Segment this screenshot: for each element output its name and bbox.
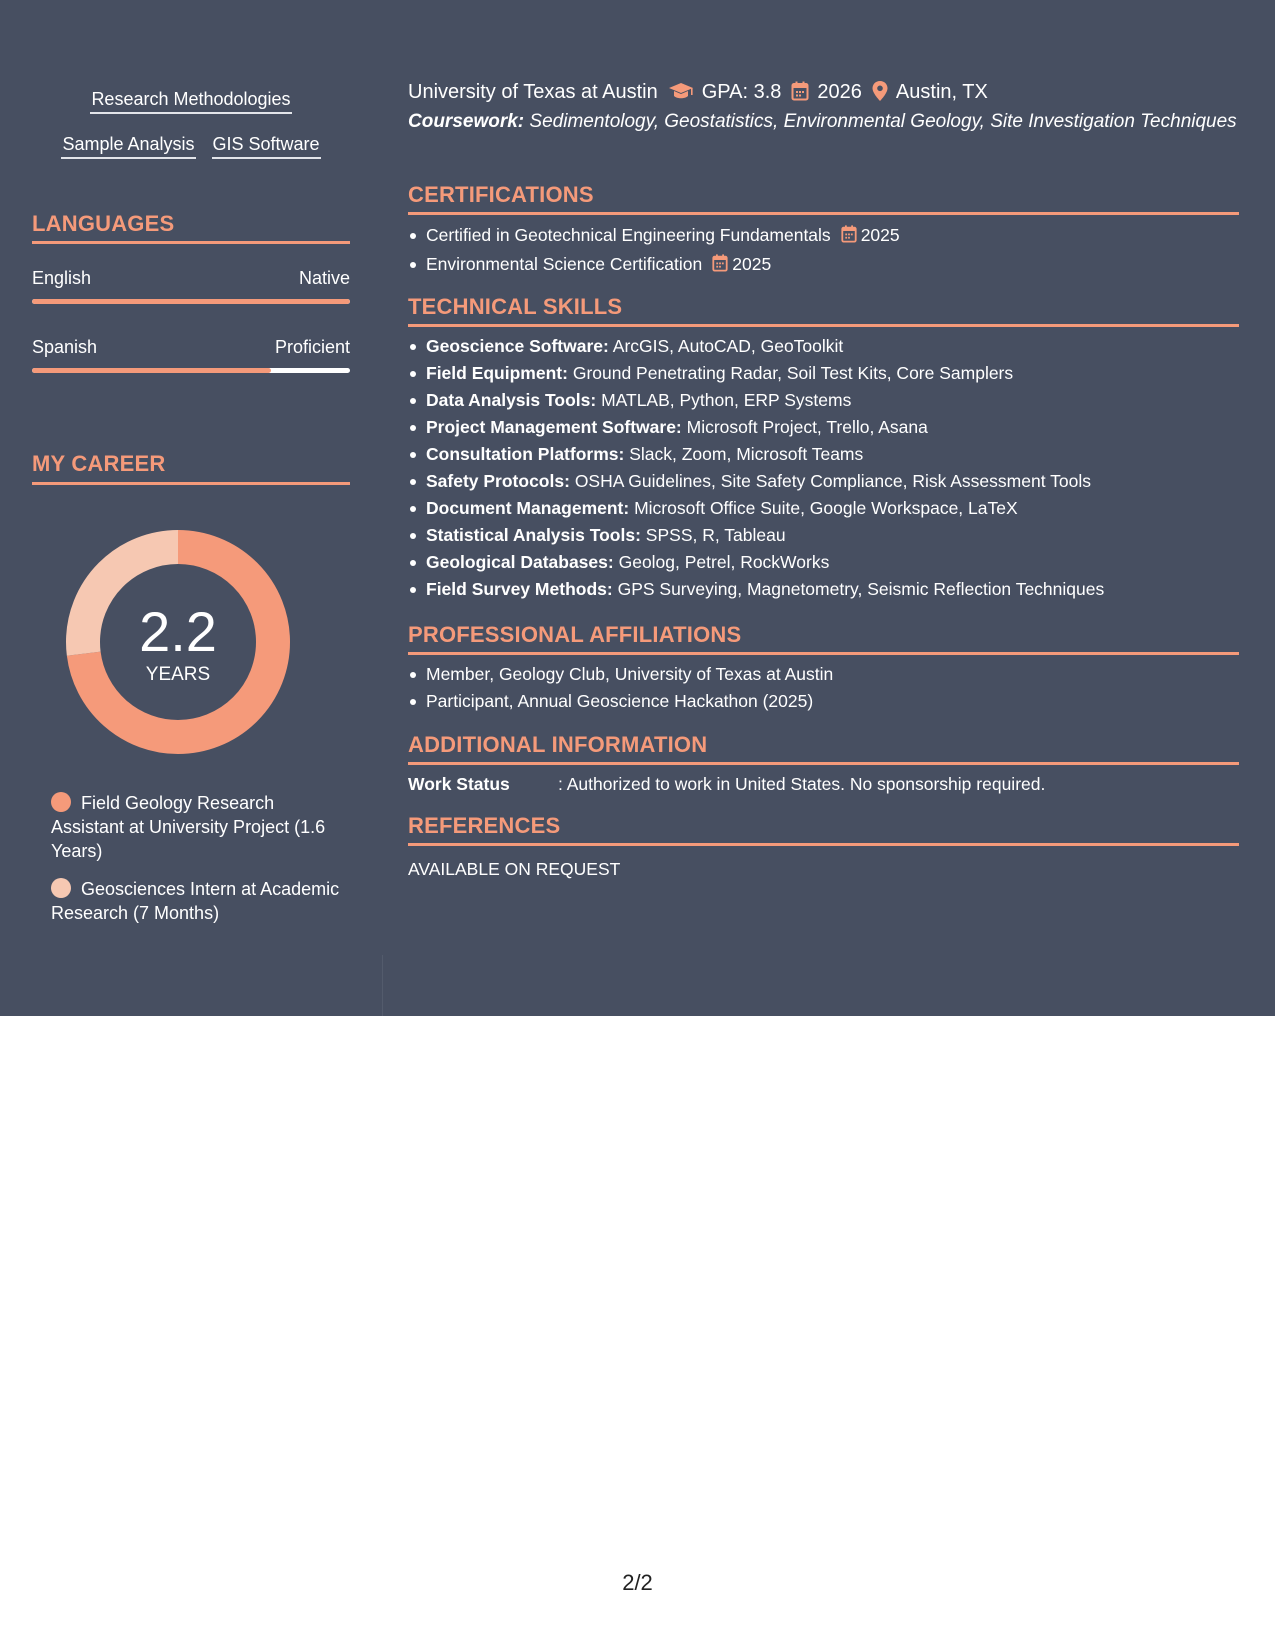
list-item xyxy=(426,222,900,251)
affiliations-list xyxy=(408,661,833,715)
legend-label: Field Geology Research Assistant at University Project (1.6 Years) xyxy=(51,793,326,861)
education-line xyxy=(408,79,988,108)
skill-label: Safety Protocols: xyxy=(426,471,570,491)
language-level-bar xyxy=(32,299,350,304)
list-item xyxy=(426,468,1104,495)
skill-label: Document Management: xyxy=(426,498,630,518)
career-rule xyxy=(32,482,350,485)
languages-title: LANGUAGES xyxy=(32,211,175,236)
language-name: English xyxy=(32,268,92,288)
skill-value: SPSS, R, Tableau xyxy=(645,525,786,545)
career-legend-item xyxy=(51,877,341,925)
additional-info-title: ADDITIONAL INFORMATION xyxy=(408,732,708,757)
language-level-bar xyxy=(32,368,350,373)
graduation-year: 2026 xyxy=(817,81,862,103)
skill-label: Consultation Platforms: xyxy=(426,444,625,464)
skill-value: Slack, Zoom, Microsoft Teams xyxy=(629,444,864,464)
technical-skills-list xyxy=(408,333,1104,603)
technical-skills-rule xyxy=(408,324,1239,327)
skill-value: OSHA Guidelines, Site Safety Compliance, Risk Assessment Tools xyxy=(574,471,1091,491)
language-level-fill xyxy=(32,368,271,373)
list-item xyxy=(426,387,1104,414)
skill-chips-row-1 xyxy=(32,87,350,114)
skill-chip[interactable]: Sample Analysis xyxy=(61,132,195,159)
list-item: Member, Geology Club, University of Texas at Austin xyxy=(426,661,833,688)
coursework-list: Sedimentology, Geostatistics, Environmental Geology, Site Investigation Techniques xyxy=(529,111,1237,132)
language-level: Native xyxy=(298,268,350,288)
list-item xyxy=(426,522,1104,549)
legend-label: Geosciences Intern at Academic Research (7 Months) xyxy=(51,879,340,923)
work-status-value: : Authorized to work in United States. No sponsorship required. xyxy=(558,774,1046,794)
skill-value: MATLAB, Python, ERP Systems xyxy=(601,390,852,410)
list-item xyxy=(426,495,1104,522)
certifications-rule xyxy=(408,212,1239,215)
legend-dot-icon xyxy=(51,792,71,812)
certifications-list xyxy=(408,222,900,280)
skill-chips-row-2 xyxy=(32,132,350,159)
skill-value: Geolog, Petrel, RockWorks xyxy=(618,552,830,572)
calendar-icon xyxy=(712,253,728,280)
technical-skills-title: TECHNICAL SKILLS xyxy=(408,294,623,319)
skill-value: ArcGIS, AutoCAD, GeoToolkit xyxy=(612,336,844,356)
skill-label: Data Analysis Tools: xyxy=(426,390,597,410)
work-status-row xyxy=(408,772,1045,796)
career-legend-item xyxy=(51,791,341,863)
certification-name: Environmental Science Certification xyxy=(426,254,703,274)
skill-value: Microsoft Office Suite, Google Workspace, LaTeX xyxy=(634,498,1018,518)
list-item xyxy=(426,414,1104,441)
coursework-label: Coursework: xyxy=(408,111,525,132)
language-name: Spanish xyxy=(32,337,98,357)
certification-year: 2025 xyxy=(732,254,772,274)
list-item xyxy=(426,360,1104,387)
references-rule xyxy=(408,843,1239,846)
career-donut-chart xyxy=(66,530,290,754)
skill-chip[interactable]: GIS Software xyxy=(212,132,321,159)
skill-label: Statistical Analysis Tools: xyxy=(426,525,641,545)
list-item xyxy=(426,549,1104,576)
skill-label: Field Survey Methods: xyxy=(426,579,613,599)
map-pin-icon xyxy=(872,81,888,108)
certifications-title: CERTIFICATIONS xyxy=(408,182,594,207)
languages-rule xyxy=(32,241,350,244)
additional-info-rule xyxy=(408,762,1239,765)
references-text: AVAILABLE ON REQUEST xyxy=(408,859,621,879)
list-item xyxy=(426,576,1104,603)
skill-label: Project Management Software: xyxy=(426,417,682,437)
list-item xyxy=(426,333,1104,360)
coursework xyxy=(408,110,1238,134)
language-level: Proficient xyxy=(274,337,350,357)
location: Austin, TX xyxy=(895,81,988,103)
column-divider xyxy=(382,955,383,1016)
skill-label: Geological Databases: xyxy=(426,552,614,572)
skill-value: GPS Surveying, Magnetometry, Seismic Reflection Techniques xyxy=(617,579,1105,599)
calendar-icon xyxy=(841,224,857,251)
certification-year: 2025 xyxy=(860,225,900,245)
certification-name: Certified in Geotechnical Engineering Fundamentals xyxy=(426,225,831,245)
skill-chip[interactable]: Research Methodologies xyxy=(90,87,291,114)
list-item: Participant, Annual Geoscience Hackathon (2025) xyxy=(426,688,833,715)
page-number: 2/2 xyxy=(622,1570,653,1595)
references-title: REFERENCES xyxy=(408,813,561,838)
list-item xyxy=(426,441,1104,468)
language-level-fill xyxy=(32,299,350,304)
gpa: GPA: 3.8 xyxy=(701,81,782,103)
list-item xyxy=(426,251,900,280)
career-title: MY CAREER xyxy=(32,451,166,476)
skill-value: Ground Penetrating Radar, Soil Test Kits, Core Samplers xyxy=(572,363,1014,383)
affiliations-rule xyxy=(408,652,1239,655)
legend-dot-icon xyxy=(51,878,71,898)
work-status-key: Work Status xyxy=(408,774,510,794)
skill-value: Microsoft Project, Trello, Asana xyxy=(686,417,928,437)
career-total-unit: YEARS xyxy=(145,664,211,685)
career-total-value: 2.2 xyxy=(139,600,217,663)
school-name: University of Texas at Austin xyxy=(408,81,658,103)
skill-label: Field Equipment: xyxy=(426,363,568,383)
calendar-icon xyxy=(791,81,809,108)
graduation-cap-icon xyxy=(668,81,694,108)
affiliations-title: PROFESSIONAL AFFILIATIONS xyxy=(408,622,742,647)
skill-label: Geoscience Software: xyxy=(426,336,609,356)
